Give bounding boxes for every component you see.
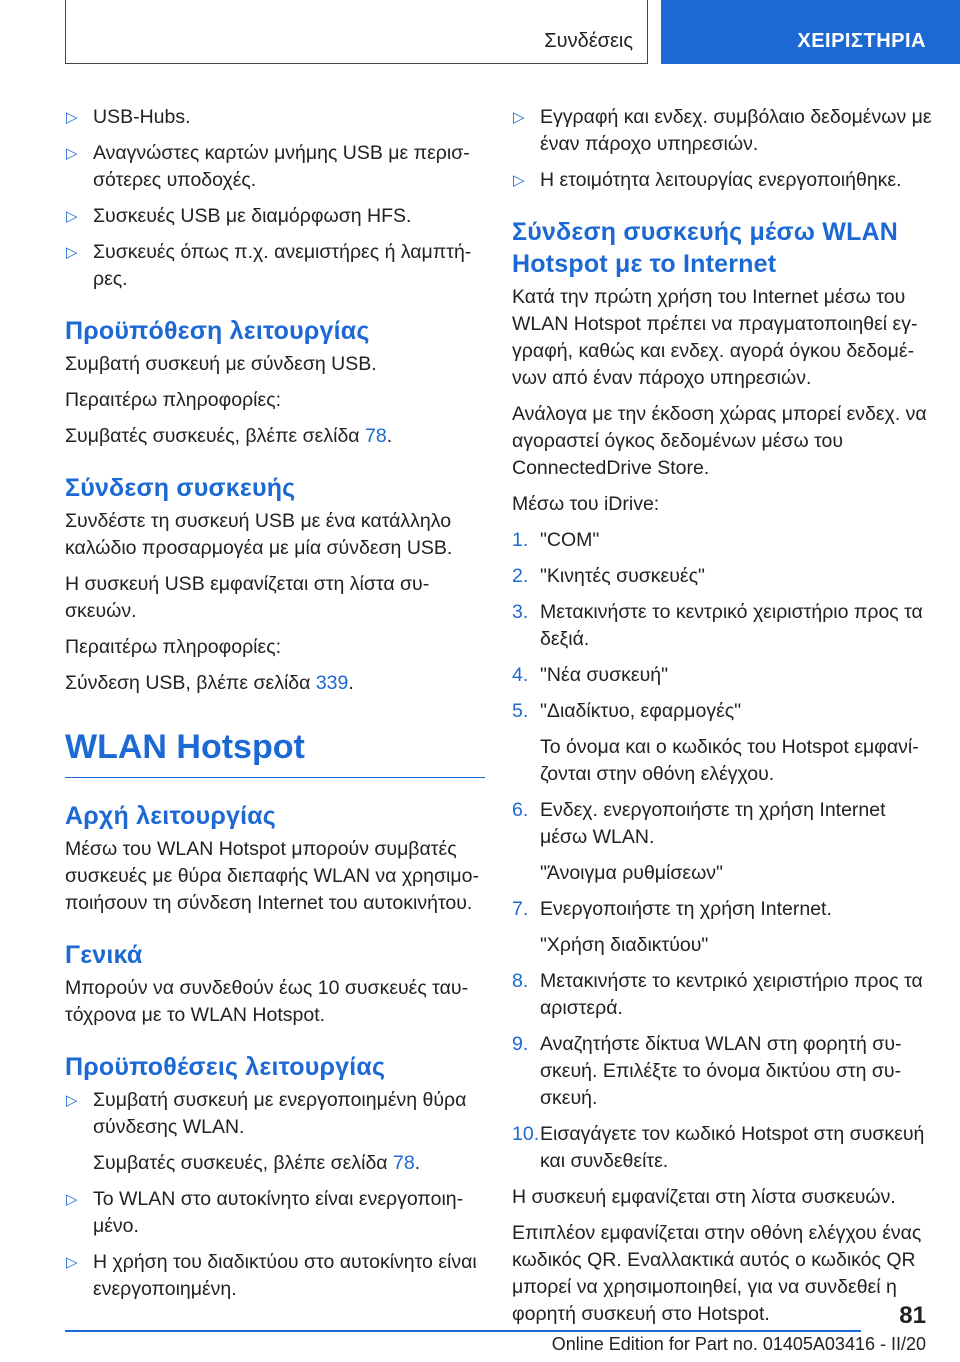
step-item: 8. Μετακινήστε το κεντρικό χειριστήριο προς τα αριστερά. [512,970,923,1019]
footer-divider [65,1330,861,1332]
triangle-bullet-icon: ▷ [66,1191,78,1208]
footer-edition: Online Edition for Part no. 01405A03416 - II/20 [551,1334,926,1354]
step-item: 10. Εισαγάγετε τον κωδικό Hotspot στη συσκευή και συνδεθείτε. [512,1123,925,1172]
step-item: 9. Αναζητήστε δίκτυα WLAN στη φορητή συσκευή. Επιλέξτε το όνομα δικτύου στη συσκευή. [512,1033,902,1109]
heading-general: Γενικά [65,941,143,969]
step-item: 5. "Διαδίκτυο, εφαρμογές" [512,700,742,722]
list-item: ▷ Συμβατή συσκευή με ενεργοποιημένη θύρα σύνδεσης WLAN. [66,1089,467,1138]
step-note: "Χρήση διαδικτύου" [540,934,709,956]
step-item: 4. "Νέα συσκευή" [512,664,668,686]
right-column [512,104,932,1337]
header-section-box [65,0,648,64]
header-chapter-title: ΧΕΙΡΙΣΤΗΡΙΑ [797,30,926,52]
triangle-bullet-icon: ▷ [66,109,78,126]
page-link[interactable]: 78 [365,425,387,447]
paragraph: Συμβατές συσκευές, βλέπε σελίδα 78. [93,1152,421,1174]
list-item: ▷ Το WLAN στο αυτοκίνητο είναι ενεργοποιημένο. [66,1188,464,1237]
paragraph: Μέσω του WLAN Hotspot μπορούν συμβατές συσκευές με θύρα διεπαφής WLAN να χρησιμοποιήσουν τη σύνδεση Internet του αυτοκινήτου. [65,838,479,914]
step-item: 6. Ενδεχ. ενεργοποιήστε τη χρήση Internet μέσω WLAN. [512,799,886,848]
step-item: 1. "COM" [512,529,600,551]
paragraph: Ανάλογα με την έκδοση χώρας μπορεί ενδεχ. να αγοραστεί όγκος δεδομένων μέσω του ConnectedDrive Store. [512,403,927,479]
section-title-wlan-hotspot: WLAN Hotspot [65,725,485,778]
triangle-bullet-icon: ▷ [66,1254,78,1271]
step-item: 7. Ενεργοποιήστε τη χρήση Internet. [512,898,832,920]
paragraph: Περαιτέρω πληροφορίες: [65,636,282,658]
step-item: 3. Μετακινήστε το κεντρικό χειριστήριο προς τα δεξιά. [512,601,923,650]
triangle-bullet-icon: ▷ [66,145,78,162]
paragraph: Περαιτέρω πληροφορίες: [65,389,282,411]
triangle-bullet-icon: ▷ [513,172,525,189]
paragraph: Κατά την πρώτη χρήση του Internet μέσω του WLAN Hotspot πρέπει να πραγματοποιηθεί εγγραφή, καθώς και ενδεχ. αγορά όγκου δεδομένων από έναν πάροχο υπηρεσιών. [512,286,918,389]
step-item: 2. "Κινητές συσκευές" [512,565,705,587]
heading-principle: Αρχή λειτουργίας [65,802,277,830]
list-item: ▷ Συσκευές USB με διαμόρφωση HFS. [65,203,485,230]
list-item: ▷ Συσκευές όπως π.χ. ανεμιστήρες ή λαμπτήρες. [66,241,472,290]
paragraph: Η συσκευή USB εμφανίζεται στη λίστα συσκευών. [65,573,430,622]
header-section-title: Συνδέσεις [544,30,633,52]
triangle-bullet-icon: ▷ [66,1092,78,1109]
left-column [65,104,485,1312]
paragraph: Συμβατές συσκευές, βλέπε σελίδα 78. [65,425,393,447]
heading-connect-via-hotspot: Σύνδεση συσκευής μέσω WLAN Hotspot με το Internet [512,218,899,278]
page-link[interactable]: 339 [315,672,349,694]
list-item: ▷ Αναγνώστες καρτών μνήμης USB με περισσότερες υποδοχές. [66,142,470,191]
paragraph: Σύνδεση USB, βλέπε σελίδα 339. [65,672,354,694]
heading-connect-device: Σύνδεση συσκευής [65,474,296,502]
step-note: Το όνομα και ο κωδικός του Hotspot εμφανίζονται στην οθόνη ελέγχου. [540,736,919,785]
paragraph: Συμβατή συσκευή με σύνδεση USB. [65,353,377,375]
heading-function-requirement: Προϋπόθεση λειτουργίας [65,317,370,345]
triangle-bullet-icon: ▷ [66,208,78,225]
triangle-bullet-icon: ▷ [513,109,525,126]
step-note: "Άνοιγμα ρυθμίσεων" [540,862,723,884]
paragraph: Επιπλέον εμφανίζεται στην οθόνη ελέγχου ένας κωδικός QR. Εναλλακτικά αυτός ο κωδικός QR μπορεί να χρησιμοποιηθεί, για να συνδεθεί η φορητή συσκευή στο Hotspot. [512,1222,922,1325]
list-item: ▷ Εγγραφή και ενδεχ. συμβόλαιο δεδομένων με έναν πάροχο υπηρεσιών. [513,106,932,155]
header-chapter-box [661,0,960,64]
page-link[interactable]: 78 [393,1152,415,1174]
page-number: 81 [899,1302,926,1329]
paragraph: Μέσω του iDrive: [512,493,660,515]
paragraph: Μπορούν να συνδεθούν έως 10 συσκευές ταυτόχρονα με το WLAN Hotspot. [65,977,469,1026]
paragraph: Η συσκευή εμφανίζεται στη λίστα συσκευών. [512,1186,896,1208]
heading-function-requirements: Προϋποθέσεις λειτουργίας [65,1053,386,1081]
list-item: ▷ Η χρήση του διαδικτύου στο αυτοκίνητο είναι ενεργοποιημένη. [66,1251,477,1300]
triangle-bullet-icon: ▷ [66,244,78,261]
paragraph: Συνδέστε τη συσκευή USB με ένα κατάλληλο καλώδιο προσαρμογέα με μία σύνδεση USB. [65,510,453,559]
list-item: ▷ Η ετοιμότητα λειτουργίας ενεργοποιήθηκε. [512,167,932,194]
list-item: ▷ USB-Hubs. [65,104,485,131]
